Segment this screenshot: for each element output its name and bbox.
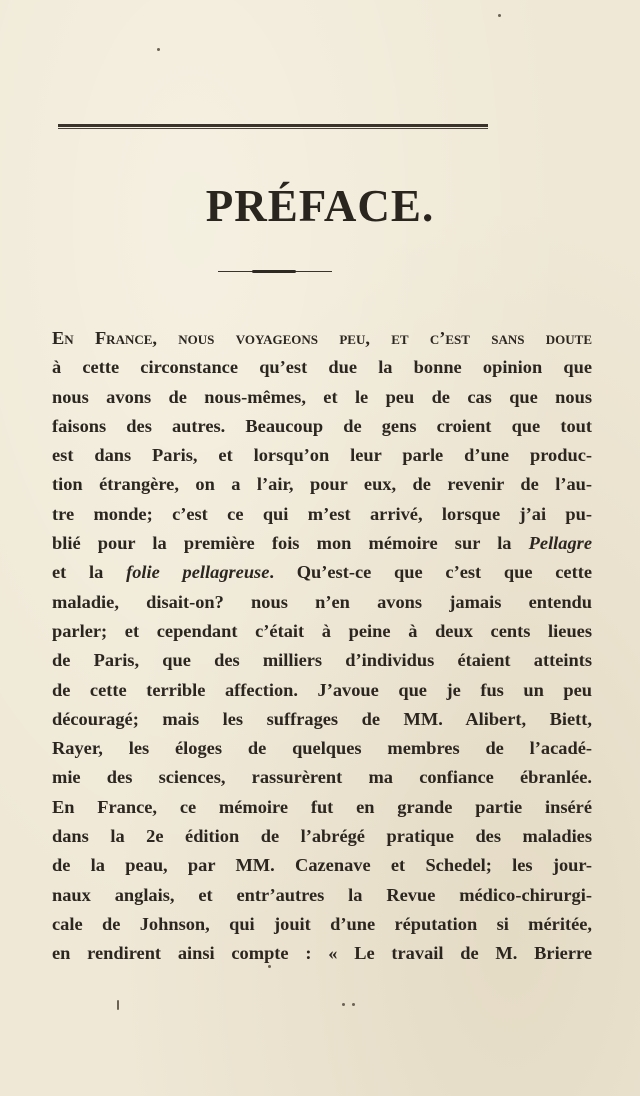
text-run: nous avons de nous-mêmes, et le peu de cas que nous [52,386,592,407]
text-run: à cette circonstance qu’est due la bonne opinion que [52,357,592,378]
ornamental-rule-swell [252,270,296,273]
text-line [52,793,592,822]
text-run: blié pour la première fois mon mémoire sur la [52,533,529,554]
text-run: et la [52,562,127,583]
text-line [52,412,592,441]
top-double-rule [58,124,488,130]
text-line [52,353,592,382]
text-run: En France, nous voyageons peu, et c’est sans doute [52,328,592,348]
text-line [52,470,592,499]
paper-speck [268,965,271,968]
preface-paragraph [52,324,592,969]
text-run: dans la 2e édition de l’abrégé pratique des maladies [52,826,592,847]
text-run: découragé; mais les suffrages de MM. Alibert, Biett, [52,708,592,729]
text-run: naux anglais, et entr’autres la Revue médico-chirurgi- [52,884,592,905]
text-line [52,910,592,939]
top-rule-thin-line [58,128,488,129]
text-run: tion étrangère, on a l’air, pour eux, de revenir de l’au- [52,474,592,495]
text-run: faisons des autres. Beaucoup de gens croient que tout [52,415,592,436]
text-line [52,383,592,412]
text-line [52,588,592,617]
text-line [52,881,592,910]
paper-speck [157,48,160,51]
text-run: . Qu’est-ce que c’est que cette [269,562,592,583]
text-line [52,500,592,529]
text-line [52,734,592,763]
text-run: en rendirent ainsi compte : « Le travail de M. Brierre [52,943,592,964]
text-run: maladie, disait-on? nous n’en avons jamais entendu [52,591,592,612]
italic-text-run: folie pellagreuse [126,562,270,583]
text-run: mie des sciences, rassurèrent ma confiance ébranlée. [52,767,592,788]
text-line [52,705,592,734]
text-line [52,529,592,558]
text-run: tre monde; c’est ce qui m’est arrivé, lorsque j’ai pu- [52,503,592,524]
text-run: de Paris, que des milliers d’individus étaient atteints [52,650,592,671]
text-run: Rayer, les éloges de quelques membres de l’acadé- [52,738,592,759]
ornamental-rule [218,270,332,273]
italic-text-run: Pellagre [528,533,592,554]
page-title: PRÉFACE. [205,181,435,231]
text-run: En France, ce mémoire fut en grande partie inséré [52,796,592,817]
top-rule-thick-line [58,124,488,127]
paper-speck [498,14,501,17]
paper-speck [342,1003,345,1006]
text-run: de cette terrible affection. J’avoue que je fus un peu [52,679,592,700]
text-line [52,822,592,851]
text-run: parler; et cependant c’était à peine à deux cents lieues [52,620,592,641]
text-line [52,676,592,705]
text-line [52,646,592,675]
text-run: est dans Paris, et lorsqu’on leur parle d’une produc- [52,445,592,466]
text-run: cale de Johnson, qui jouit d’une réputation si méritée, [52,913,592,934]
text-line [52,851,592,880]
text-line [52,617,592,646]
paper-speck [352,1003,355,1006]
text-line [52,763,592,792]
text-line [52,939,592,968]
text-line [52,324,592,353]
text-run: de la peau, par MM. Cazenave et Schedel; les jour- [52,855,592,876]
paper-speck [117,1000,119,1010]
text-line [52,441,592,470]
text-line [52,558,592,587]
